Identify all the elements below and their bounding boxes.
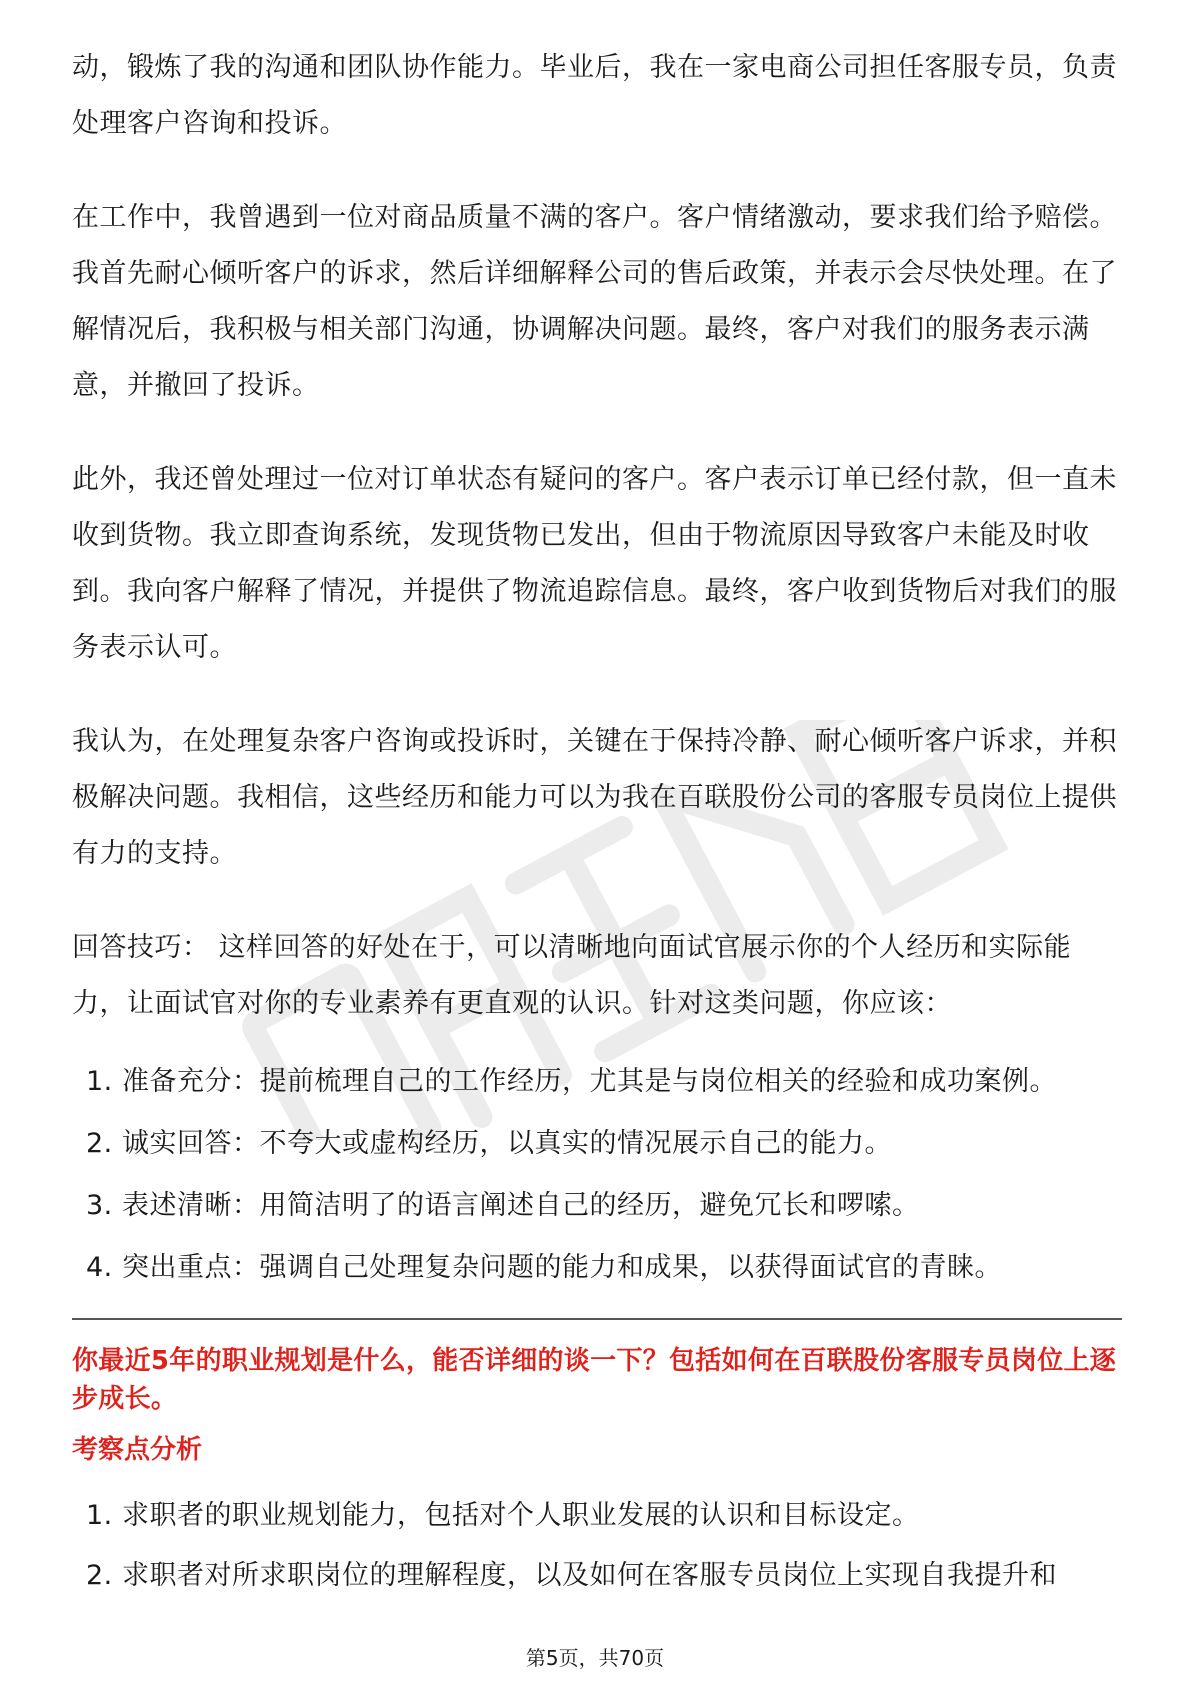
paragraph-conclusion: 我认为，在处理复杂客户咨询或投诉时，关键在于保持冷静、耐心倾听客户诉求，并积极解决问题。我相信，这些经历和能力可以为我在百联股份公司的客服专员岗位上提供有力的支持。: [72, 726, 1117, 869]
list-text: 准备充分：提前梳理自己的工作经历，尤其是与岗位相关的经验和成功案例。: [122, 1066, 1057, 1097]
analysis-list: [72, 1498, 1122, 1594]
list-item: [72, 1126, 1122, 1162]
document-content: [72, 40, 1122, 1618]
list-number: 2.: [86, 1128, 113, 1159]
list-text: 突出重点：强调自己处理复杂问题的能力和成果，以获得面试官的青睐。: [122, 1252, 1002, 1283]
list-text: 表述清晰：用简洁明了的语言阐述自己的经历，避免冗长和啰嗦。: [122, 1190, 920, 1221]
paragraph-answer-tips: 回答技巧： 这样回答的好处在于，可以清晰地向面试官展示你的个人经历和实际能力，让面试官对你的专业素养有更直观的认识。针对这类问题，你应该：: [72, 932, 1072, 1019]
list-number: 2.: [86, 1560, 113, 1591]
tips-list: [72, 1064, 1122, 1286]
list-item: [72, 1250, 1122, 1286]
list-text: 求职者的职业规划能力，包括对个人职业发展的认识和目标设定。: [122, 1500, 920, 1531]
interview-question: 你最近5年的职业规划是什么，能否详细的谈一下？包括如何在百联股份客服专员岗位上逐步成长。: [72, 1346, 1117, 1414]
list-item: [72, 1558, 1122, 1594]
list-item: [72, 1498, 1122, 1534]
list-number: 3.: [86, 1190, 113, 1221]
list-text: 诚实回答：不夸大或虚构经历，以真实的情况展示自己的能力。: [122, 1128, 892, 1159]
list-text: 求职者对所求职岗位的理解程度，以及如何在客服专员岗位上实现自我提升和: [122, 1560, 1057, 1591]
paragraph-quality-complaint: 在工作中，我曾遇到一位对商品质量不满的客户。客户情绪激动，要求我们给予赔偿。我首先耐心倾听客户的诉求，然后详细解释公司的售后政策，并表示会尽快处理。在了解情况后，我积极与相关部门沟通，协调解决问题。最终，客户对我们的服务表示满意，并撤回了投诉。: [72, 202, 1117, 401]
paragraph-order-status: 此外，我还曾处理过一位对订单状态有疑问的客户。客户表示订单已经付款，但一直未收到货物。我立即查询系统，发现货物已发出，但由于物流原因导致客户未能及时收到。我向客户解释了情况，并提供了物流追踪信息。最终，客户收到货物后对我们的服务表示认可。: [72, 464, 1117, 663]
list-number: 1.: [86, 1500, 113, 1531]
page-number-footer: 第5页，共70页: [525, 1646, 665, 1670]
section-divider: [72, 1318, 1122, 1320]
list-number: 1.: [86, 1066, 113, 1097]
section-title: 考察点分析: [72, 1435, 203, 1465]
paragraph-experience-intro: 动，锻炼了我的沟通和团队协作能力。毕业后，我在一家电商公司担任客服专员，负责处理客户咨询和投诉。: [72, 52, 1117, 139]
list-item: [72, 1064, 1122, 1100]
list-number: 4.: [86, 1252, 113, 1283]
list-item: [72, 1188, 1122, 1224]
